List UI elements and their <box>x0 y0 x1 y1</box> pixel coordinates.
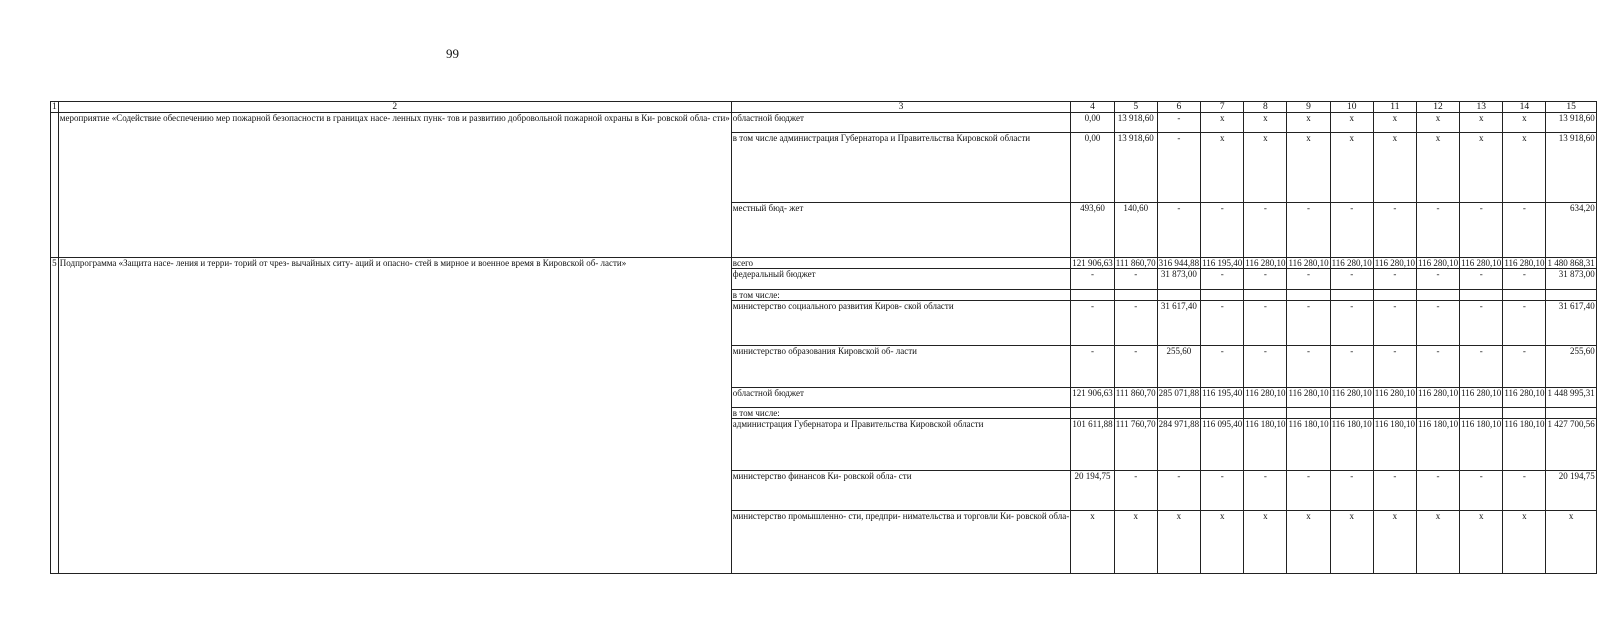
value-cell: - <box>1201 471 1244 511</box>
value-cell: - <box>1503 269 1546 290</box>
value-cell: x <box>1373 113 1416 133</box>
column-header: 15 <box>1546 102 1596 113</box>
value-cell: - <box>1330 346 1373 388</box>
column-header: 13 <box>1460 102 1503 113</box>
value-cell: x <box>1287 113 1330 133</box>
value-cell: - <box>1157 471 1201 511</box>
value-cell <box>1114 290 1157 301</box>
value-cell: 111 860,70 <box>1114 388 1157 408</box>
value-cell: x <box>1416 511 1459 574</box>
value-cell: - <box>1460 301 1503 346</box>
value-cell: 116 280,10 <box>1245 258 1286 268</box>
funding-source-cell: местный бюд- жет <box>731 203 1070 258</box>
value-cell: x <box>1416 133 1459 203</box>
column-number-row <box>51 102 1597 113</box>
value-cell: - <box>1460 203 1503 258</box>
value-cell <box>1460 290 1503 301</box>
value-cell: x <box>1157 511 1201 574</box>
value-cell: x <box>1287 511 1330 574</box>
value-cell <box>1071 290 1115 301</box>
value-cell: 101 611,88 <box>1071 419 1115 471</box>
value-cell <box>1244 408 1287 419</box>
funding-source-cell: администрация Губернатора и Правительства Кировской области <box>731 419 1070 471</box>
value-cell: x <box>1373 133 1416 203</box>
value-cell <box>1373 290 1416 301</box>
value-cell: - <box>1503 203 1546 258</box>
value-cell: 116 280,10 <box>1460 388 1503 408</box>
value-cell: - <box>1330 203 1373 258</box>
value-cell: - <box>1244 203 1287 258</box>
value-cell <box>1201 408 1244 419</box>
value-cell <box>1330 408 1373 419</box>
value-cell: - <box>1416 346 1459 388</box>
value-cell: 116 280,10 <box>1331 258 1372 268</box>
value-cell: 116 195,40 <box>1201 388 1244 408</box>
funding-source-cell: всего <box>731 258 1070 269</box>
row-number-cell <box>51 113 59 258</box>
value-cell: 116 280,10 <box>1504 258 1545 268</box>
value-cell: - <box>1201 269 1244 290</box>
value-cell: x <box>1503 133 1546 203</box>
value-cell: - <box>1460 269 1503 290</box>
value-cell: - <box>1201 346 1244 388</box>
value-cell: 0,00 <box>1071 133 1115 203</box>
column-header: 12 <box>1416 102 1459 113</box>
value-cell <box>1503 290 1546 301</box>
column-header: 9 <box>1287 102 1330 113</box>
total-cell: 13 918,60 <box>1546 113 1596 133</box>
value-cell: 20 194,75 <box>1071 471 1115 511</box>
total-cell: 13 918,60 <box>1546 133 1596 203</box>
value-cell: - <box>1287 269 1330 290</box>
value-cell: 116 280,10 <box>1244 388 1287 408</box>
value-cell: - <box>1071 301 1115 346</box>
total-cell: 20 194,75 <box>1546 471 1596 511</box>
value-cell: - <box>1416 301 1459 346</box>
budget-table <box>50 101 1597 574</box>
value-cell: 116 180,10 <box>1287 419 1330 471</box>
value-cell: - <box>1416 471 1459 511</box>
value-cell <box>1503 408 1546 419</box>
value-cell: x <box>1330 511 1373 574</box>
value-cell <box>1416 408 1459 419</box>
value-cell: - <box>1373 269 1416 290</box>
value-cell: 116 180,10 <box>1460 419 1503 471</box>
total-cell: x <box>1546 511 1596 574</box>
value-cell: - <box>1244 269 1287 290</box>
funding-source-cell: в том числе: <box>731 408 1070 419</box>
total-cell: 1 480 868,31 <box>1547 258 1595 268</box>
value-cell: - <box>1460 346 1503 388</box>
value-cell: 116 280,10 <box>1288 258 1329 268</box>
value-cell: - <box>1330 301 1373 346</box>
value-cell: 285 071,88 <box>1157 388 1201 408</box>
value-cell: - <box>1114 471 1157 511</box>
value-cell: - <box>1244 301 1287 346</box>
page-number: 99 <box>446 46 459 61</box>
value-cell: 111 760,70 <box>1114 419 1157 471</box>
value-cell: 13 918,60 <box>1114 113 1157 133</box>
value-cell: - <box>1114 346 1157 388</box>
value-cell: - <box>1244 471 1287 511</box>
value-cell: 0,00 <box>1071 113 1115 133</box>
row-number-cell: 5 <box>51 258 59 574</box>
total-cell <box>1546 290 1596 301</box>
value-cell: 116 280,10 <box>1373 388 1416 408</box>
value-cell: - <box>1373 203 1416 258</box>
value-cell <box>1201 290 1244 301</box>
value-cell: 116 180,10 <box>1373 419 1416 471</box>
total-cell: 634,20 <box>1546 203 1596 258</box>
column-header: 14 <box>1503 102 1546 113</box>
value-cell: x <box>1330 133 1373 203</box>
value-cell: 13 918,60 <box>1114 133 1157 203</box>
value-cell: x <box>1287 133 1330 203</box>
value-cell <box>1287 290 1330 301</box>
total-cell: 31 617,40 <box>1546 301 1596 346</box>
value-cell: - <box>1287 203 1330 258</box>
value-cell <box>1330 290 1373 301</box>
column-header: 4 <box>1071 102 1115 113</box>
value-cell: 316 944,88 <box>1158 258 1200 268</box>
value-cell: - <box>1244 346 1287 388</box>
value-cell: - <box>1503 471 1546 511</box>
value-cell: 284 971,88 <box>1157 419 1201 471</box>
funding-source-cell: областной бюджет <box>731 388 1070 408</box>
value-cell: 116 280,10 <box>1461 258 1502 268</box>
value-cell: - <box>1114 269 1157 290</box>
column-header: 8 <box>1244 102 1287 113</box>
program-name-cell: Подпрограмма «Защита насе- ления и терри- торий от чрез- вычайных ситу- аций и опасно- стей в мирное и военное время в Кировской об- ласти» <box>58 258 731 574</box>
value-cell: - <box>1157 203 1201 258</box>
value-cell: x <box>1201 133 1244 203</box>
value-cell: 255,60 <box>1157 346 1201 388</box>
value-cell: - <box>1373 301 1416 346</box>
value-cell: x <box>1416 113 1459 133</box>
value-cell <box>1071 408 1115 419</box>
column-header: 1 <box>52 102 57 112</box>
value-cell: x <box>1460 511 1503 574</box>
value-cell: - <box>1330 269 1373 290</box>
value-cell <box>1416 290 1459 301</box>
funding-source-cell: министерство промышленно- сти, предпри- нимательства и торговли Ки- ровской обла- <box>731 511 1070 574</box>
value-cell: x <box>1244 113 1287 133</box>
value-cell: 493,60 <box>1071 203 1115 258</box>
value-cell: - <box>1416 269 1459 290</box>
value-cell: - <box>1330 471 1373 511</box>
value-cell: 31 873,00 <box>1157 269 1201 290</box>
value-cell: x <box>1071 511 1115 574</box>
funding-source-cell: в том числе: <box>731 290 1070 301</box>
value-cell: 140,60 <box>1114 203 1157 258</box>
value-cell: x <box>1373 511 1416 574</box>
value-cell: x <box>1460 133 1503 203</box>
value-cell: 116 280,10 <box>1330 388 1373 408</box>
value-cell: - <box>1201 301 1244 346</box>
value-cell: - <box>1157 133 1201 203</box>
funding-source-cell: министерство социального развития Киров- ской области <box>731 301 1070 346</box>
value-cell: x <box>1460 113 1503 133</box>
funding-source-cell: федеральный бюджет <box>731 269 1070 290</box>
total-cell: 255,60 <box>1546 346 1596 388</box>
value-cell: - <box>1503 346 1546 388</box>
table-row <box>51 113 1597 133</box>
column-header: 5 <box>1114 102 1157 113</box>
funding-source-cell: министерство финансов Ки- ровской обла- сти <box>731 471 1070 511</box>
value-cell: x <box>1201 113 1244 133</box>
value-cell: x <box>1330 113 1373 133</box>
column-header: 10 <box>1330 102 1373 113</box>
value-cell <box>1157 290 1201 301</box>
total-cell: 1 448 995,31 <box>1546 388 1596 408</box>
total-cell <box>1546 408 1596 419</box>
value-cell: - <box>1157 113 1201 133</box>
value-cell <box>1157 408 1201 419</box>
value-cell: 116 180,10 <box>1503 419 1546 471</box>
value-cell: - <box>1373 346 1416 388</box>
value-cell: - <box>1287 301 1330 346</box>
value-cell: 116 180,10 <box>1244 419 1287 471</box>
value-cell: - <box>1114 301 1157 346</box>
value-cell: - <box>1416 203 1459 258</box>
value-cell <box>1287 408 1330 419</box>
value-cell: x <box>1244 133 1287 203</box>
value-cell: 116 280,10 <box>1417 258 1459 268</box>
value-cell: 111 860,70 <box>1115 258 1156 268</box>
column-header: 6 <box>1157 102 1201 113</box>
value-cell: x <box>1114 511 1157 574</box>
value-cell: x <box>1244 511 1287 574</box>
value-cell: - <box>1460 471 1503 511</box>
value-cell: - <box>1287 346 1330 388</box>
total-cell: 1 427 700,56 <box>1546 419 1596 471</box>
funding-source-cell: в том числе администрация Губернатора и Правительства Кировской области <box>731 133 1070 203</box>
value-cell: 116 280,10 <box>1287 388 1330 408</box>
value-cell <box>1373 408 1416 419</box>
column-header: 2 <box>58 102 731 113</box>
value-cell: - <box>1071 269 1115 290</box>
value-cell: - <box>1071 346 1115 388</box>
value-cell: - <box>1373 471 1416 511</box>
total-cell: 31 873,00 <box>1546 269 1596 290</box>
funding-source-cell: министерство образования Кировской об- ласти <box>731 346 1070 388</box>
value-cell: 121 906,63 <box>1071 388 1115 408</box>
value-cell <box>1244 290 1287 301</box>
column-header: 3 <box>731 102 1070 113</box>
column-header: 11 <box>1373 102 1416 113</box>
value-cell: 116 280,10 <box>1416 388 1459 408</box>
value-cell <box>1114 408 1157 419</box>
value-cell: 116 280,10 <box>1374 258 1415 268</box>
value-cell: 116 180,10 <box>1416 419 1459 471</box>
value-cell: 31 617,40 <box>1157 301 1201 346</box>
value-cell: x <box>1201 511 1244 574</box>
value-cell: 116 180,10 <box>1330 419 1373 471</box>
value-cell <box>1460 408 1503 419</box>
value-cell: - <box>1503 301 1546 346</box>
value-cell: - <box>1287 471 1330 511</box>
program-name-cell: мероприятие «Содействие обеспечению мер пожарной безопасности в границах насе- ленных пунк- тов и развитию добровольной пожарной охраны в Ки- ровской обла- сти» <box>58 113 731 258</box>
value-cell: 116 095,40 <box>1201 419 1244 471</box>
value-cell: - <box>1201 203 1244 258</box>
value-cell: 116 195,40 <box>1202 258 1243 268</box>
column-header: 7 <box>1201 102 1244 113</box>
value-cell: 121 906,63 <box>1072 258 1113 268</box>
value-cell: x <box>1503 511 1546 574</box>
table-row <box>51 258 1597 269</box>
value-cell: x <box>1503 113 1546 133</box>
value-cell: 116 280,10 <box>1503 388 1546 408</box>
funding-source-cell: областной бюджет <box>731 113 1070 133</box>
